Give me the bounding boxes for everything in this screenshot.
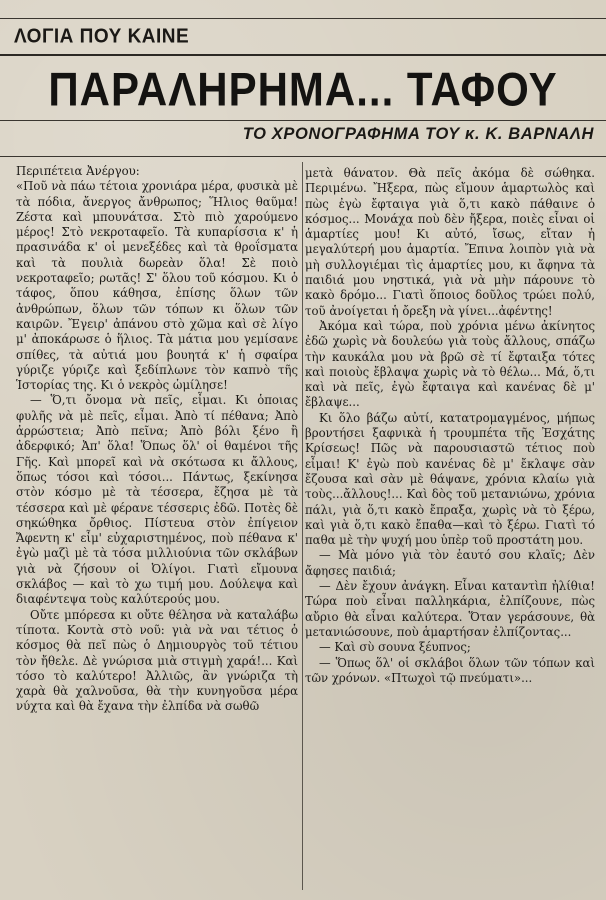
headline: ΠΑΡΑΛΗΡΗΜΑ... ΤΑΦΟΥ [48,63,558,116]
article-column-right [305,166,595,686]
article-paragraph: — Ὅ,τι ὄνομα νὰ πεῖς, εἶμαι. Κι ὁποιας φυλῆς νὰ μὲ πεῖς, εἶμαι. Ἀπὸ τί πέθανα; Ἀπὸ ἀρρώστεια; Ἀπὸ πεῖνα; Ἀπὸ βόλι ξένο ἢ ἀδερφικό; Ἀπ' ὅλα! Ὅπως ὅλ' οἱ θαμένοι τῆς Γῆς. Καὶ μπορεῖ καὶ νὰ σκότωσα κι ἄλλους, ὅπως τόσοι καὶ τόσοι... Πάντως, ξεκίνησα στὸν κόσμο μὲ τὰ τέσσερα, ἔζησα μὲ τὰ τέσσερα καὶ μὲ φέρανε τέσσερις ἐδῶ. Ποτὲς δὲ σηκώθηκα ὄρθιος. Πίστευα στὸν ἐπίγειον Ἄφεντη κ' εἶμ' εὐχαριστημένος, ποὺ πέθανα κ' ἐγὼ μαζὶ μὲ τὰ τόσα μιλλιούνια τῶν σκλάβων γιὰ νὰ ζήσουν οἱ Ὀλίγοι. Γιατὶ εἴμουνα σκλάβος — καὶ τὸ χω τιμή μου. Δούλεψα καὶ διαφέντεψα τοὺς καλύτερούς μου. [16,393,298,607]
article-paragraph: — Καὶ σὺ σουνα ξέυπνος; [319,640,471,655]
article-column-left [16,164,298,715]
section-rule [0,54,606,56]
article-paragraph: Περιπέτεια Ἀνέργου: [16,164,140,178]
article-paragraph: Κι ὅλο βάζω αὐτί, κατατρομαγμένος, μήπως βροντήσει ξαφνικὰ ἡ τρουμπέτα τῆς Ἐσχάτης Κρίσεως! Πῶς νὰ παρουσιαστῶ τέτιος ποὺ εἶμαι! Κ' ἐγὼ ποὺ κανένας δὲ μ' ἔκλαψε σὰν ἔζουσα καὶ σὰν μὲ θάψανε, χρόνια κλαίω γιὰ τοὺς...ἄλλους!... Καὶ δὸς τοῦ μετανιώνω, χρόνια πάλι, γιὰ ὅ,τι κακὸ ἔπραξα, χωρὶς νὰ τὸ ξέρω, καὶ γιὰ ὅ,τι κακὸ ἔπαθα—καὶ τὸ ξέρω. Γιατὶ τό παθα μὲ τὴν ψυχή μου ὑπὲρ τοῦ προστάτη μου. [305,410,595,548]
article-paragraph: μετὰ θάνατον. Θὰ πεῖς ἀκόμα δὲ σώθηκα. Περιμένω. Ἤξερα, πὼς εἴμουν ἁμαρτωλὸς καὶ πὼς ἐγὼ ἔφταιγα γιὰ ὅ,τι κακὸ πάθαινε ὁ κόσμος... Μονάχα ποὺ δὲν ἤξερα, ποιὲς εἶναι οἱ ἁμαρτίες μου! Κι αὐτό, ἴσως, εἴταν ἡ μεγαλύτερή μου ἁμαρτία. Ἔπινα λοιπὸν γιὰ νὰ μὴ συλλογιέμαι τὶς ἁμαρτίες μου, κι ἄφηνα τὰ παιδιά μου νηστικά, γιὰ νὰ μὴν πάρουνε τὸ κακὸ δρόμο... Γιατὶ ὅποιος δοῦλος τρώει πολύ, τοῦ ἀνοίγεται ἡ ὄρεξη νὰ γίνει...ἀφέντης! [305,166,595,318]
column-divider [302,162,303,890]
article-paragraph: Ἀκόμα καὶ τώρα, ποὺ χρόνια μένω ἀκίνητος ἐδῶ χωρὶς νὰ δουλεύω γιὰ τοὺς ἄλλους, σπάζω τὴν καυκάλα μου νὰ βρῶ σὲ τί ἔφταιξα τότες καὶ ποιοὺς ἔβλαψα χωρὶς νὰ τὸ θέλω... Μά, ὅ,τι καὶ νὰ πεῖς, ἐγὼ ἔφταιγα καὶ κανένας δὲ μ' ἔβλαψε... [305,318,595,410]
article-paragraph: — Μὰ μόνο γιὰ τὸν ἑαυτό σου κλαῖς; Δὲν ἄφησες παιδιά; [305,548,595,578]
byline-rule [0,156,606,157]
byline: ΤΟ ΧΡΟΝΟΓΡΑΦΗΜΑ ΤΟΥ κ. Κ. ΒΑΡΝΑΛΗ [242,125,594,143]
article-paragraph: «Ποῦ νὰ πάω τέτοια χρονιάρα μέρα, φυσικὰ μὲ τὰ πόδια, ἄνεργος ἄνθρωπος; Ἥλιος θαῦμα! Ζέστα καὶ μπουνάτσα. Στὸ πιὸ χαρούμενο μέρος! Στὸ νεκροταφεῖο. Τὰ κυπαρίσσια κ' ἡ πρασινάδα κ' οἱ μενεξέδες καὶ τὰ θροΐσματα καὶ τὰ πουλιὰ δωρεὰν ὅλα! Σὲ ποιὸ νεκροταφεῖο; ρωτᾶς! Σ' ὅλου τοῦ κόσμου. Κι ὁ τάφος, ὅπου κάθησα, ἐπίσης ὅλων τῶν ἀνθρώπων, ὅλων τῶν τόπων κι ὅλων τῶν καιρῶν. Ἔγειρ' ἀπάνου στὸ χῶμα καὶ σὲ λίγο μ' ἀποκάρωσε ὁ ἥλιος. Τὰ μάτια μου γεμίσανε σπίθες, τὰ αὐτιά μου βουητά κ' ἡ σφαίρα γύριζε γύριζε καὶ ξεδίπλωνε τὸν καπνὸ τῆς Ἱστορίας της. Κι ὁ νεκρὸς ὡμίλησε! [16,179,298,393]
article-paragraph: Οὔτε μπόρεσα κι οὔτε θέλησα νὰ καταλάβω τίποτα. Κοντὰ στὸ νοῦ: γιὰ νὰ ναι τέτιος ὁ κόσμος θὰ πεῖ πὼς ὁ Δημιουργὸς τοῦ τέτιου τὸν ἤθελε. Δὲ γνώρισα μιὰ στιγμὴ χαρά!... Καὶ τόσο τὸ καλύτερο! Ἀλλιῶς, ἂν γνώριζα τὴ χαρὰ θὰ χαλνοῦσα, θὰ τὴν κυνηγοῦσα μέρα νύχτα καὶ θὰ ἔχανα τὴν ἐλπίδα νὰ σωθῶ [16,607,298,714]
article-paragraph: — Δὲν ἔχουν ἀνάγκη. Εἶναι καταντὶπ ἠλίθια! Τώρα ποὺ εἶναι παλληκάρια, ἐλπίζουνε, πὼς αὔριο θὰ εἶναι καλύτερα. Ὅταν γεράσουνε, θὰ μετανιώσουνε, ποὺ ἁμαρτήσαν ἐλπίζοντας... [305,579,595,639]
top-rule [0,18,606,19]
article-paragraph: — Ὅπως ὅλ' οἱ σκλάβοι ὅλων τῶν τόπων καὶ τῶν χρόνων. «Πτωχοὶ τῷ πνεύματι»... [305,655,595,685]
headline-rule [0,120,606,121]
section-label: ΛΟΓΙΑ ΠΟΥ ΚΑΙΝΕ [14,25,190,48]
